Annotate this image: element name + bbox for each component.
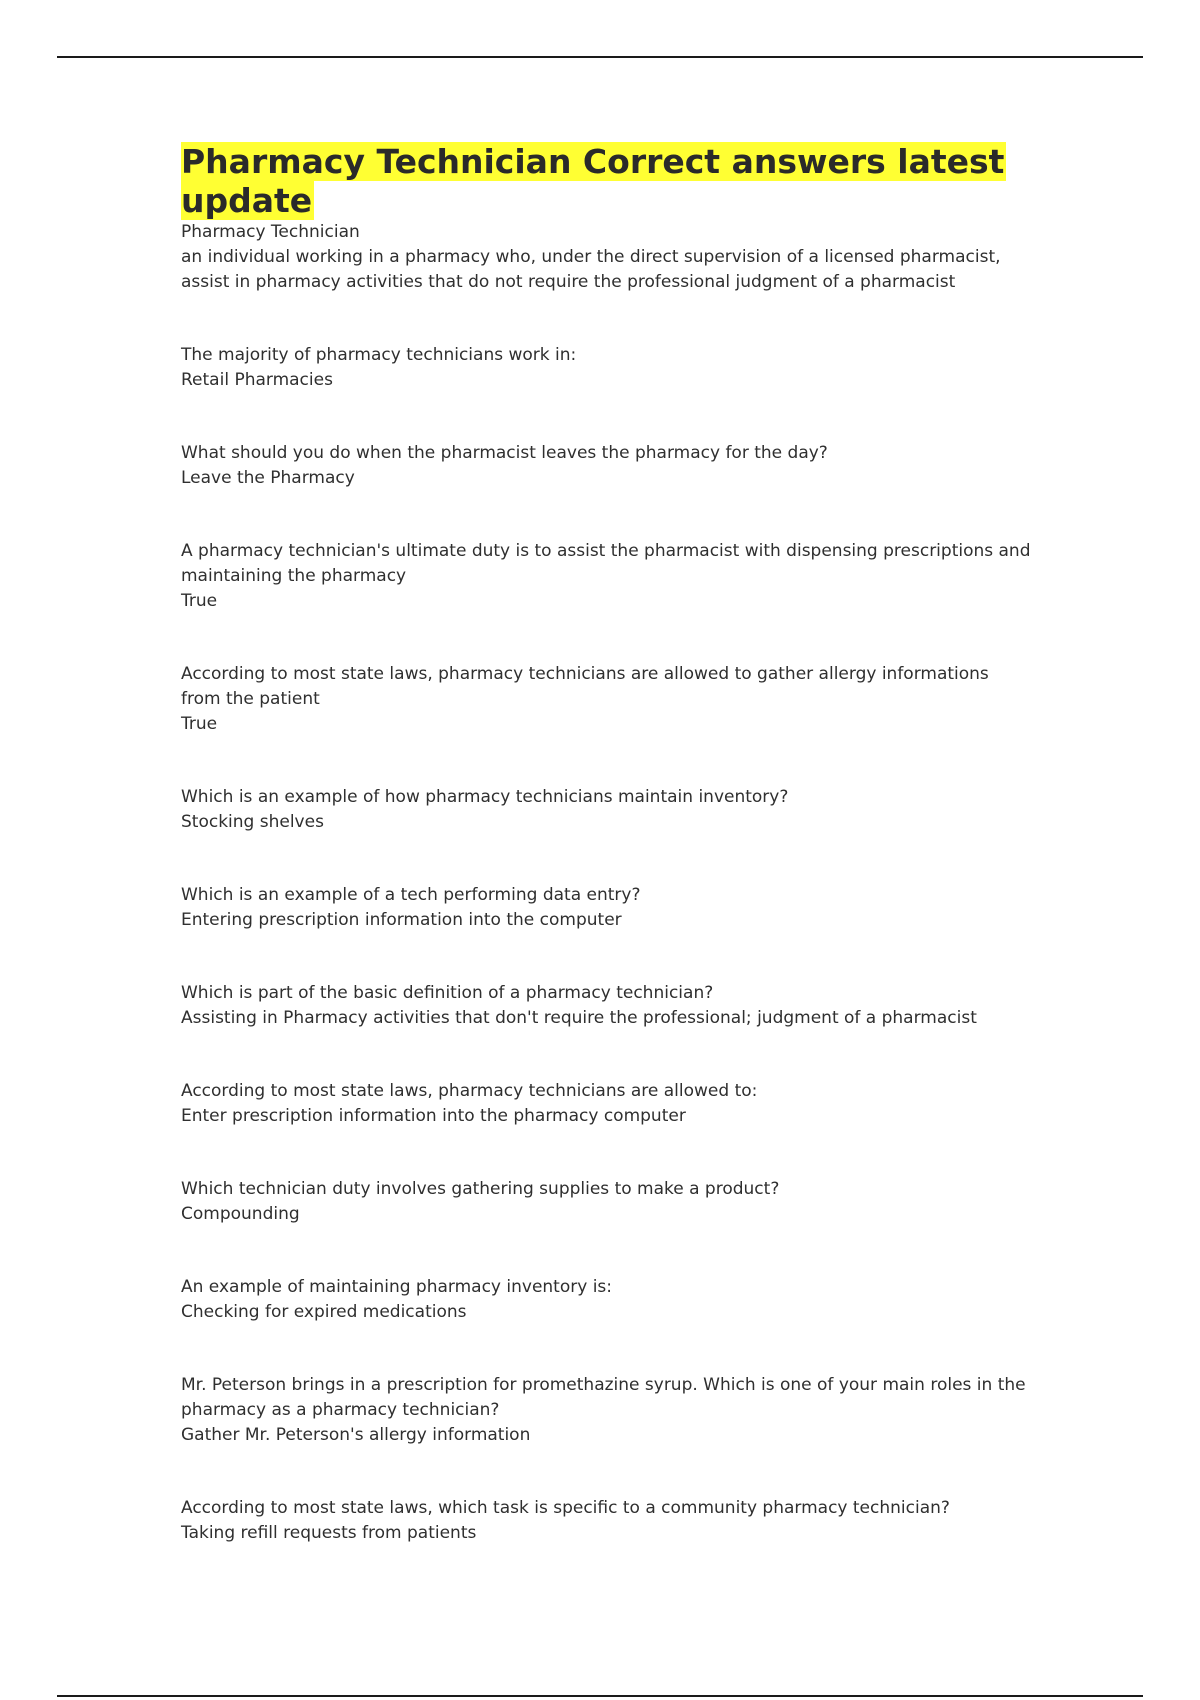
answer-text: Taking refill requests from patients	[181, 1523, 477, 1543]
document-title	[181, 142, 1031, 220]
qa-item	[181, 1177, 1031, 1227]
answer-text: Entering prescription information into the computer	[181, 910, 622, 930]
qa-item	[181, 343, 1031, 393]
qa-item	[181, 539, 1031, 614]
question-text: According to most state laws, pharmacy technicians are allowed to:	[181, 1081, 758, 1101]
answer-text: Leave the Pharmacy	[181, 468, 355, 488]
footer-rule	[57, 1695, 1143, 1697]
document-body	[181, 142, 1031, 1546]
answer-text: True	[181, 591, 218, 611]
answer-text: Stocking shelves	[181, 812, 324, 832]
qa-item	[181, 662, 1031, 737]
answer-text: Assisting in Pharmacy activities that don't require the professional; judgment of a pharmacist	[181, 1008, 977, 1028]
question-text: Pharmacy Technician	[181, 222, 360, 242]
question-text: A pharmacy technician's ultimate duty is to assist the pharmacist with dispensing prescriptions and maintaining the pharmacy	[181, 541, 1031, 586]
answer-text: True	[181, 714, 218, 734]
qa-item	[181, 785, 1031, 835]
question-text: Which technician duty involves gathering supplies to make a product?	[181, 1179, 780, 1199]
question-text: Which is an example of how pharmacy technicians maintain inventory?	[181, 787, 789, 807]
answer-text: Checking for expired medications	[181, 1302, 467, 1322]
question-text: What should you do when the pharmacist leaves the pharmacy for the day?	[181, 443, 828, 463]
qa-item	[181, 441, 1031, 491]
question-text: According to most state laws, pharmacy technicians are allowed to gather allergy informations from the patient	[181, 664, 989, 709]
qa-list	[181, 220, 1031, 1546]
answer-text: Retail Pharmacies	[181, 370, 333, 390]
qa-item	[181, 1373, 1031, 1448]
answer-text: Enter prescription information into the pharmacy computer	[181, 1106, 686, 1126]
question-text: Which is part of the basic definition of a pharmacy technician?	[181, 983, 714, 1003]
question-text: Which is an example of a tech performing data entry?	[181, 885, 641, 905]
answer-text: an individual working in a pharmacy who, under the direct supervision of a licensed pharmacist, assist in pharmacy activities that do not require the professional judgment of a pharmacist	[181, 247, 1001, 292]
header-rule	[57, 56, 1143, 58]
answer-text: Compounding	[181, 1204, 300, 1224]
question-text: An example of maintaining pharmacy inventory is:	[181, 1277, 613, 1297]
question-text: The majority of pharmacy technicians work in:	[181, 345, 577, 365]
qa-item	[181, 1496, 1031, 1546]
qa-item	[181, 1079, 1031, 1129]
qa-item	[181, 1275, 1031, 1325]
question-text: According to most state laws, which task is specific to a community pharmacy technician?	[181, 1498, 950, 1518]
question-text: Mr. Peterson brings in a prescription for promethazine syrup. Which is one of your main roles in the pharmacy as a pharmacy technician?	[181, 1375, 1026, 1420]
qa-item	[181, 981, 1031, 1031]
answer-text: Gather Mr. Peterson's allergy information	[181, 1425, 531, 1445]
title-highlight: Pharmacy Technician Correct answers latest update	[181, 142, 1005, 220]
qa-item	[181, 883, 1031, 933]
qa-item	[181, 220, 1031, 295]
